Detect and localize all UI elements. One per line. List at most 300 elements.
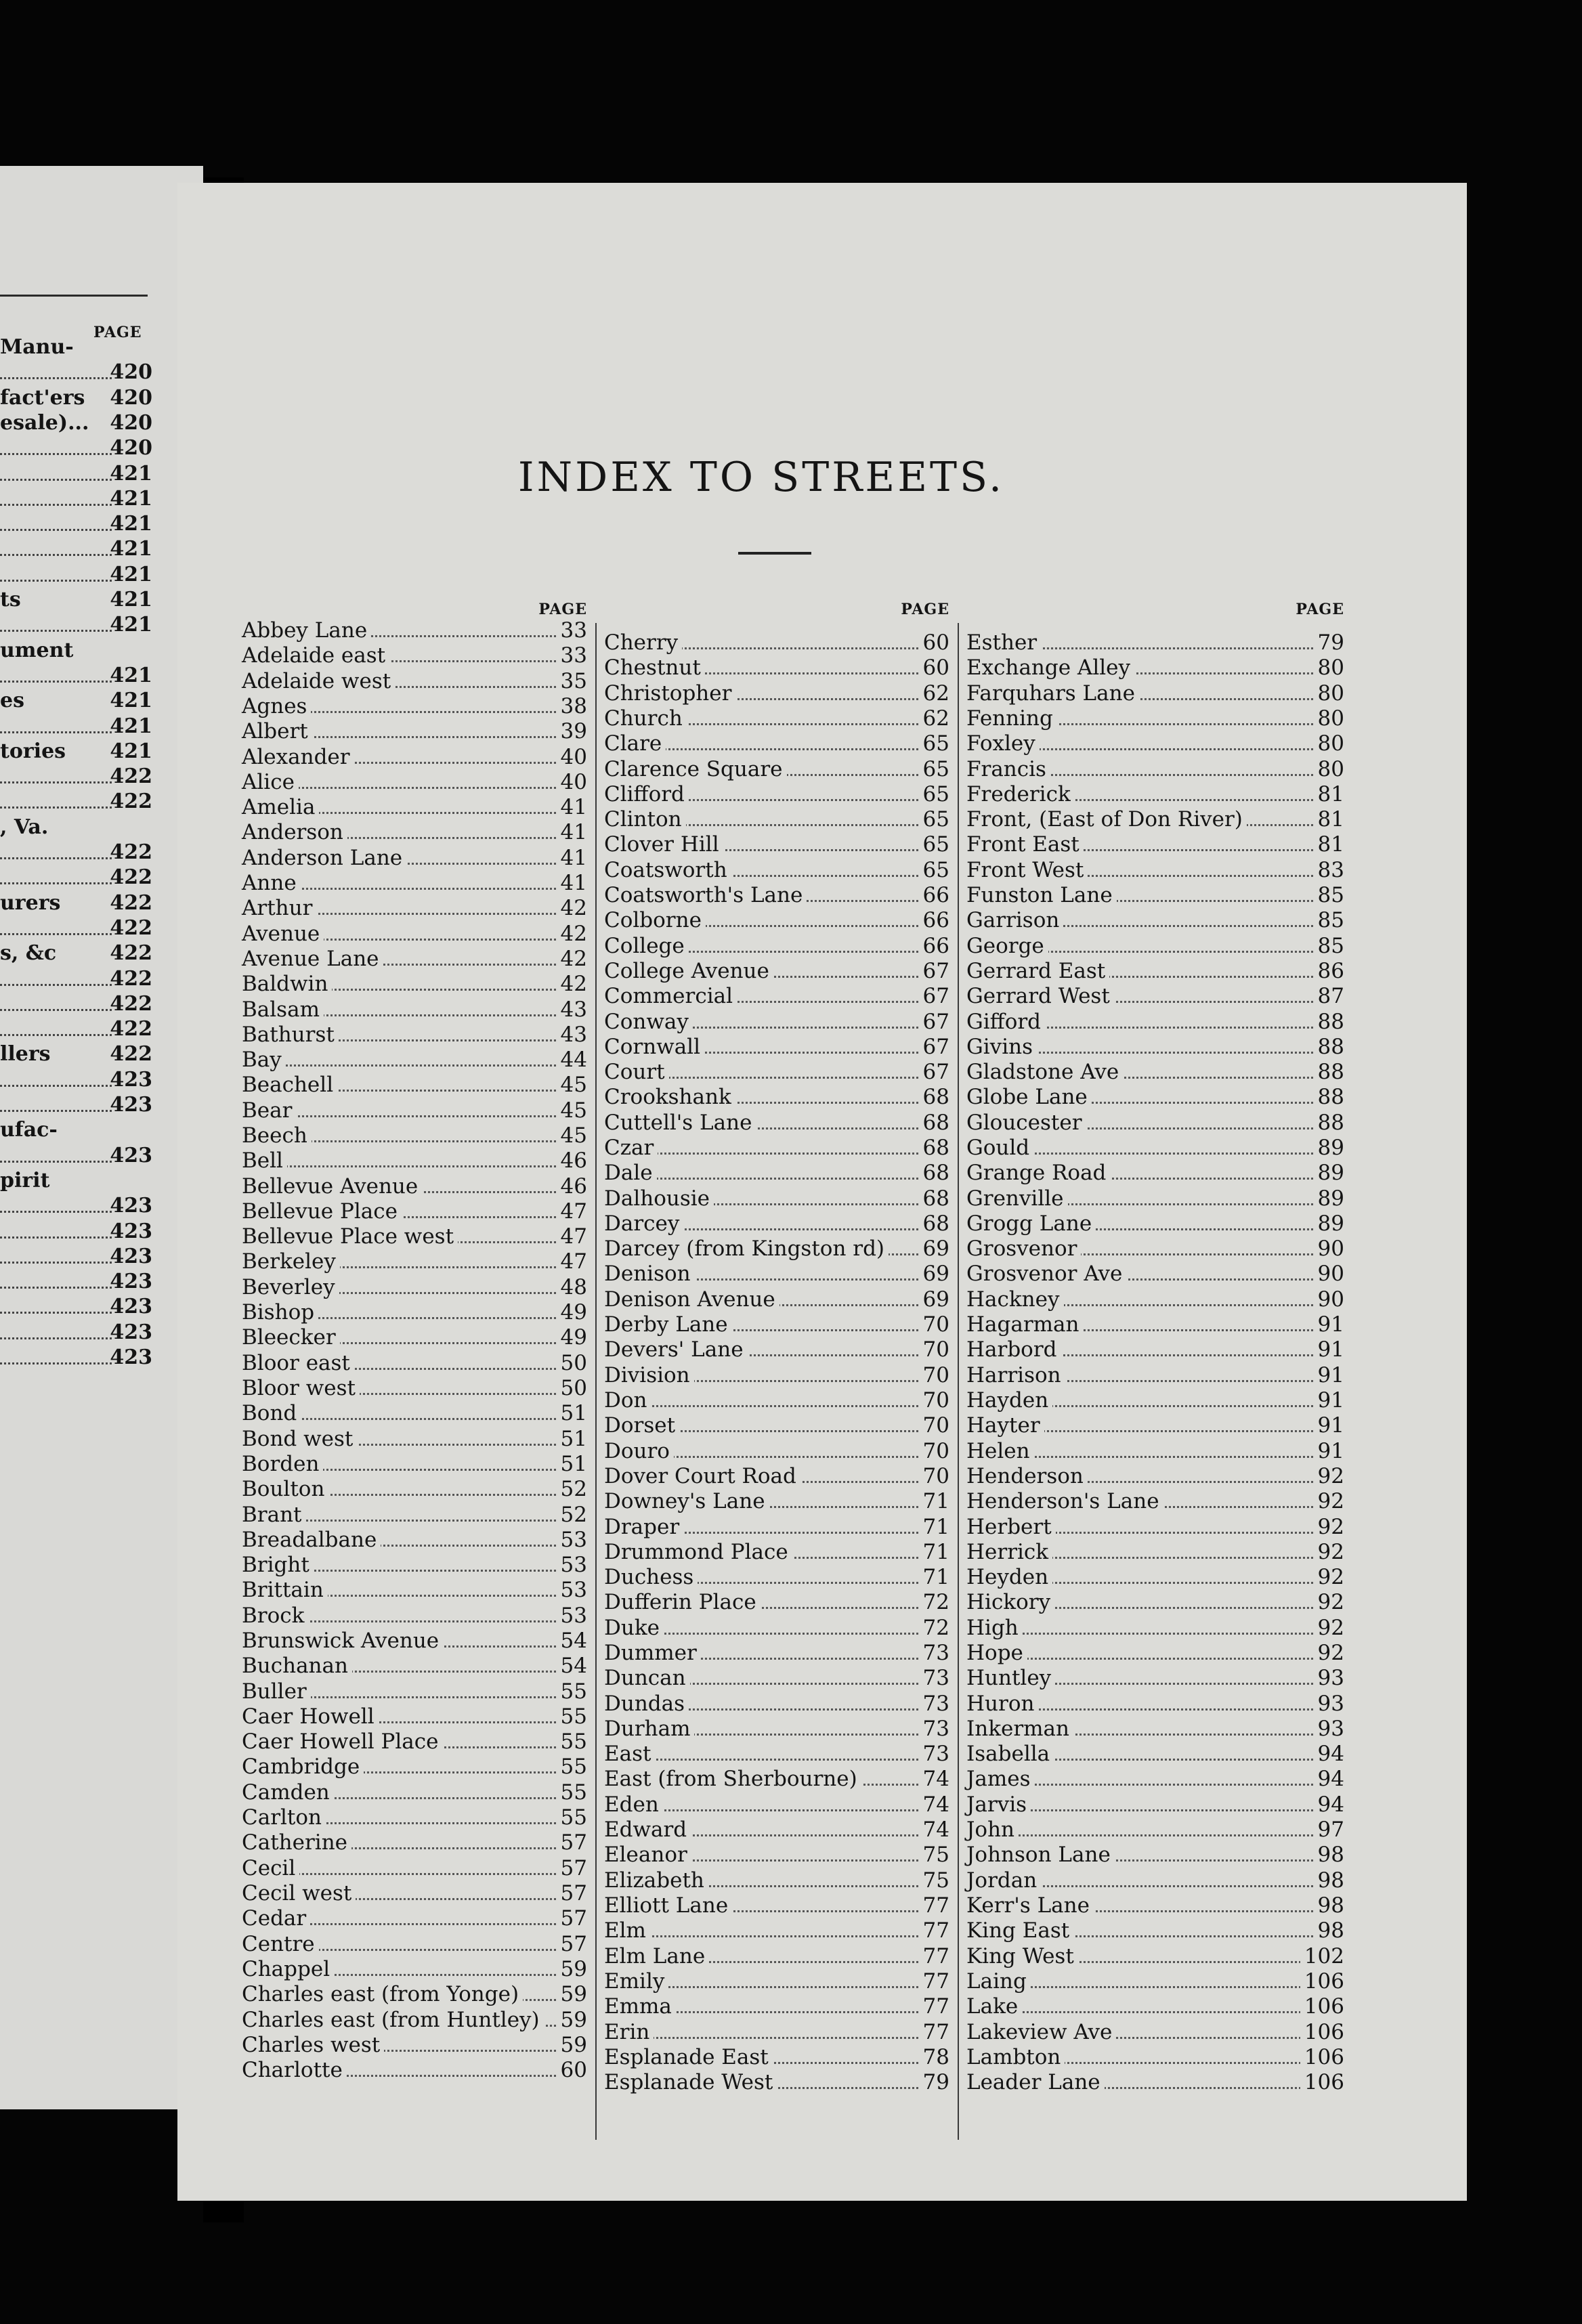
street-page-number: 33 — [557, 643, 587, 668]
street-page-number: 85 — [1314, 908, 1344, 932]
street-page-number: 91 — [1314, 1312, 1344, 1337]
street-name: Gould — [966, 1136, 1033, 1160]
street-name: Erin — [604, 2020, 654, 2044]
street-page-number: 59 — [557, 1957, 587, 1981]
street-index-entry — [242, 922, 587, 947]
street-index-entry — [242, 1123, 587, 1148]
street-name: Beverley — [242, 1275, 339, 1299]
street-name: Esplanade East — [604, 2045, 773, 2069]
street-index-entry — [966, 655, 1344, 681]
street-index-entry — [604, 1515, 949, 1540]
street-page-number: 98 — [1314, 1843, 1344, 1867]
left-entry-page: 420 — [110, 411, 152, 435]
street-page-number: 72 — [919, 1590, 949, 1614]
street-page-number: 70 — [919, 1413, 949, 1438]
left-page-entry — [0, 1017, 152, 1041]
page-title: INDEX TO STREETS. — [517, 454, 1005, 501]
street-index-entry — [966, 630, 1344, 655]
street-page-number: 65 — [919, 832, 949, 857]
street-index-entry — [604, 1464, 949, 1489]
leader-dots — [973, 2011, 1317, 2013]
street-index-entry — [242, 1780, 587, 1805]
street-index-entry — [242, 1098, 587, 1123]
street-index-entry — [966, 1413, 1344, 1438]
street-page-number: 91 — [1314, 1388, 1344, 1413]
left-entry-page: 423 — [110, 1194, 152, 1218]
street-name: King East — [966, 1918, 1073, 1943]
street-index-entry — [242, 2033, 587, 2058]
street-index-entry — [966, 934, 1344, 959]
street-name: King West — [966, 1944, 1078, 1968]
street-name: Alexander — [242, 745, 354, 769]
street-page-number: 47 — [557, 1199, 587, 1224]
street-name: Bay — [242, 1048, 286, 1072]
street-index-entry — [242, 1729, 587, 1755]
street-name: Bell — [242, 1148, 287, 1173]
street-index-entry — [966, 1515, 1344, 1540]
street-page-number: 67 — [919, 1035, 949, 1059]
street-page-number: 57 — [557, 1881, 587, 1906]
street-index-entry — [966, 1363, 1344, 1388]
street-name: Czar — [604, 1136, 658, 1160]
street-name: Givins — [966, 1035, 1037, 1059]
left-page-entry — [0, 865, 152, 890]
street-page-number: 98 — [1314, 1868, 1344, 1893]
street-index-entry — [604, 1692, 949, 1717]
street-index-entry — [604, 2045, 949, 2070]
street-name: College Avenue — [604, 959, 773, 983]
street-index-entry — [242, 1604, 587, 1629]
street-index-entry — [242, 1351, 587, 1376]
street-index-entry — [966, 1489, 1344, 1514]
street-page-number: 93 — [1314, 1692, 1344, 1716]
street-index-entry — [242, 820, 587, 845]
street-index-entry — [242, 2008, 587, 2033]
street-index-entry — [966, 1944, 1344, 1969]
leader-dots — [611, 2037, 922, 2039]
street-name: Henderson — [966, 1464, 1088, 1488]
street-name: George — [966, 934, 1048, 958]
street-index-entry — [966, 1085, 1344, 1110]
street-page-number: 60 — [557, 2058, 587, 2082]
street-page-number: 89 — [1314, 1161, 1344, 1185]
leader-dots — [0, 806, 112, 809]
street-page-number: 49 — [557, 1300, 587, 1325]
street-index-entry — [966, 908, 1344, 933]
street-index-entry — [604, 1666, 949, 1691]
street-index-entry — [604, 984, 949, 1009]
street-index-entry — [242, 1856, 587, 1881]
left-page-entry — [0, 916, 152, 941]
street-page-number: 92 — [1314, 1641, 1344, 1665]
street-page-number: 88 — [1314, 1085, 1344, 1109]
left-entry-page: 422 — [110, 992, 152, 1016]
street-page-number: 85 — [1314, 883, 1344, 907]
left-entry-page: 421 — [110, 714, 152, 738]
street-index-entry — [242, 947, 587, 972]
street-page-number: 43 — [557, 997, 587, 1022]
street-index-entry — [242, 1528, 587, 1553]
street-page-number: 57 — [557, 1856, 587, 1880]
leader-dots — [0, 933, 112, 935]
left-entry-text: Manu- — [0, 335, 74, 359]
street-page-number: 50 — [557, 1351, 587, 1375]
street-page-number: 81 — [1314, 832, 1344, 857]
street-index-entry — [242, 1503, 587, 1528]
street-name: Gladstone Ave — [966, 1060, 1123, 1084]
street-name: Carlton — [242, 1805, 326, 1830]
street-name: Dalhousie — [604, 1186, 714, 1211]
street-index-entry — [242, 871, 587, 896]
street-page-number: 80 — [1314, 681, 1344, 706]
left-page-entry — [0, 1194, 152, 1218]
left-entry-text: fact'ers — [0, 386, 85, 410]
left-page-entry — [0, 1169, 152, 1193]
street-index-entry — [966, 1868, 1344, 1893]
street-name: Front, (East of Don River) — [966, 807, 1247, 832]
left-page-entry — [0, 992, 152, 1016]
left-entry-text: esale)... — [0, 411, 89, 435]
street-page-number: 42 — [557, 947, 587, 971]
leader-dots — [0, 1161, 112, 1163]
street-name: Douro — [604, 1439, 674, 1463]
street-page-number: 65 — [919, 731, 949, 756]
street-index-entry — [604, 934, 949, 959]
street-page-number: 90 — [1314, 1262, 1344, 1286]
street-page-number: 70 — [919, 1439, 949, 1463]
street-name: Dundas — [604, 1692, 689, 1716]
street-page-number: 54 — [557, 1629, 587, 1653]
street-index-entry — [604, 2070, 949, 2095]
street-index-entry — [242, 1452, 587, 1477]
street-name: Clare — [604, 731, 666, 756]
street-page-number: 48 — [557, 1275, 587, 1299]
street-name: Chappel — [242, 1957, 334, 1981]
street-name: Gloucester — [966, 1111, 1086, 1135]
street-index-entry — [604, 1035, 949, 1060]
street-name: Grange Road — [966, 1161, 1110, 1185]
street-index-entry — [604, 1817, 949, 1843]
street-name: Grosvenor — [966, 1236, 1081, 1261]
left-page-entry — [0, 411, 152, 435]
street-name: Foxley — [966, 731, 1040, 756]
street-index-entry — [966, 1287, 1344, 1312]
street-page-number: 51 — [557, 1452, 587, 1476]
street-name: Cecil west — [242, 1881, 356, 1906]
street-page-number: 77 — [919, 1994, 949, 2019]
street-page-number: 98 — [1314, 1893, 1344, 1918]
street-index-entry — [966, 1843, 1344, 1868]
street-name: Abbey Lane — [242, 618, 371, 643]
street-index-entry — [966, 1211, 1344, 1236]
street-name: Bloor west — [242, 1376, 360, 1400]
left-entry-page: 420 — [110, 360, 152, 384]
street-index-entry — [242, 1199, 587, 1224]
street-page-number: 94 — [1314, 1792, 1344, 1817]
street-page-number: 57 — [557, 1906, 587, 1931]
street-page-number: 59 — [557, 2008, 587, 2032]
left-entry-page: 420 — [110, 436, 152, 460]
street-page-number: 70 — [919, 1312, 949, 1337]
street-name: Bathurst — [242, 1023, 339, 1047]
street-index-entry — [604, 1010, 949, 1035]
street-name: East — [604, 1742, 655, 1766]
street-page-number: 75 — [919, 1868, 949, 1893]
street-page-number: 68 — [919, 1085, 949, 1109]
street-name: Bright — [242, 1553, 314, 1577]
leader-dots — [0, 857, 112, 859]
street-index-entry — [966, 782, 1344, 807]
left-entry-page: 423 — [110, 1093, 152, 1117]
street-page-number: 51 — [557, 1401, 587, 1425]
street-index-entry — [242, 846, 587, 871]
street-page-number: 69 — [919, 1287, 949, 1312]
street-page-number: 42 — [557, 972, 587, 996]
left-page-entry — [0, 941, 152, 966]
street-name: Cedar — [242, 1906, 310, 1931]
street-name: Clifford — [604, 782, 689, 806]
street-name: Brock — [242, 1604, 308, 1628]
street-name: Emily — [604, 1969, 668, 1994]
street-page-number: 75 — [919, 1843, 949, 1867]
street-index-entry — [966, 757, 1344, 782]
left-entry-text: s, &c — [0, 941, 57, 965]
street-name: Drummond Place — [604, 1540, 792, 1564]
street-name: Agnes — [242, 694, 311, 718]
left-page-entry — [0, 1220, 152, 1244]
left-page-entry — [0, 613, 152, 637]
street-page-number: 86 — [1314, 959, 1344, 983]
street-page-number: 55 — [557, 1679, 587, 1704]
street-page-number: 71 — [919, 1489, 949, 1513]
street-index-entry — [604, 706, 949, 731]
street-page-number: 77 — [919, 2020, 949, 2044]
left-page-entry — [0, 639, 152, 663]
left-page-entry — [0, 967, 152, 991]
street-page-number: 49 — [557, 1325, 587, 1350]
street-name: Buller — [242, 1679, 311, 1704]
street-name: Hope — [966, 1641, 1027, 1665]
street-page-number: 79 — [919, 2070, 949, 2094]
street-page-number: 92 — [1314, 1565, 1344, 1589]
street-index-entry — [604, 1843, 949, 1868]
street-page-number: 70 — [919, 1363, 949, 1387]
leader-dots — [0, 1009, 112, 1011]
street-name: Beachell — [242, 1073, 337, 1097]
street-page-number: 80 — [1314, 731, 1344, 756]
street-name: Dufferin Place — [604, 1590, 761, 1614]
street-index-entry — [604, 1489, 949, 1514]
street-name: Charlotte — [242, 2058, 347, 2082]
street-name: Don — [604, 1388, 651, 1413]
left-page-entry — [0, 689, 152, 713]
leader-dots — [0, 1312, 112, 1314]
street-page-number: 73 — [919, 1742, 949, 1766]
street-name: Coatsworth's Lane — [604, 883, 807, 907]
street-page-number: 65 — [919, 807, 949, 832]
street-page-number: 53 — [557, 1528, 587, 1552]
street-page-number: 106 — [1300, 1969, 1344, 1994]
street-page-number: 41 — [557, 871, 587, 895]
left-entry-text: urers — [0, 891, 61, 915]
left-entry-page: 422 — [110, 941, 152, 965]
street-page-number: 35 — [557, 669, 587, 693]
leader-dots — [0, 731, 112, 733]
street-page-number: 55 — [557, 1780, 587, 1805]
street-index-entry — [604, 1944, 949, 1969]
street-index-entry — [242, 694, 587, 719]
street-name: Lake — [966, 1994, 1022, 2019]
street-name: Colborne — [604, 908, 706, 932]
street-name: Bellevue Avenue — [242, 1174, 422, 1199]
leader-dots — [0, 1110, 112, 1112]
street-page-number: 53 — [557, 1604, 587, 1628]
street-page-number: 92 — [1314, 1540, 1344, 1564]
left-entry-text: ts — [0, 588, 21, 611]
street-index-entry — [242, 1401, 587, 1426]
street-index-entry — [242, 795, 587, 820]
street-name: Duke — [604, 1616, 664, 1640]
leader-dots — [0, 1211, 112, 1213]
left-entry-page: 423 — [110, 1144, 152, 1167]
street-page-number: 79 — [1314, 630, 1344, 655]
street-index-entry — [604, 1111, 949, 1136]
street-page-number: 68 — [919, 1161, 949, 1185]
street-index-entry — [604, 1161, 949, 1186]
left-entry-page: 422 — [110, 790, 152, 813]
street-name: Arthur — [242, 896, 316, 920]
street-page-number: 69 — [919, 1236, 949, 1261]
street-name: Helen — [966, 1439, 1034, 1463]
street-name: Cuttell's Lane — [604, 1111, 756, 1135]
street-name: Hayden — [966, 1388, 1052, 1413]
left-entry-page: 421 — [110, 537, 152, 561]
street-index-entry — [966, 832, 1344, 857]
street-index-entry — [966, 1918, 1344, 1943]
street-page-number: 66 — [919, 934, 949, 958]
street-index-entry — [604, 1540, 949, 1565]
street-name: Centre — [242, 1932, 319, 1956]
street-name: Anne — [242, 871, 301, 895]
street-index-entry — [604, 1717, 949, 1742]
street-index-entry — [604, 1211, 949, 1236]
street-page-number: 90 — [1314, 1287, 1344, 1312]
street-name: Eden — [604, 1792, 663, 1817]
street-name: Anderson — [242, 820, 347, 844]
street-index-entry — [604, 731, 949, 756]
street-page-number: 41 — [557, 795, 587, 819]
street-page-number: 97 — [1314, 1817, 1344, 1842]
street-index-entry — [604, 883, 949, 908]
left-entry-text: ument — [0, 639, 74, 662]
street-index-entry — [242, 1325, 587, 1350]
street-index-entry — [966, 1388, 1344, 1413]
street-index-entry — [966, 681, 1344, 706]
street-page-number: 89 — [1314, 1211, 1344, 1236]
street-page-number: 74 — [919, 1817, 949, 1842]
street-index-entry — [242, 1023, 587, 1048]
street-page-number: 106 — [1300, 2020, 1344, 2044]
street-page-number: 55 — [557, 1755, 587, 1779]
street-index-entry — [604, 1767, 949, 1792]
street-index-entry — [966, 1994, 1344, 2019]
street-index-entry — [966, 959, 1344, 984]
street-index-entry — [604, 630, 949, 655]
leader-dots — [611, 1178, 922, 1180]
street-index-entry — [966, 1893, 1344, 1918]
street-name: Edward — [604, 1817, 691, 1842]
street-name: Emma — [604, 1994, 676, 2019]
left-page-rule — [0, 295, 148, 297]
left-page-entry — [0, 563, 152, 587]
street-index-entry — [242, 1553, 587, 1578]
street-name: Borden — [242, 1452, 323, 1476]
street-index-entry — [242, 1755, 587, 1780]
street-name: Fenning — [966, 706, 1057, 731]
street-page-number: 80 — [1314, 757, 1344, 781]
street-page-number: 106 — [1300, 2045, 1344, 2069]
street-name: Clinton — [604, 807, 686, 832]
street-name: Grosvenor Ave — [966, 1262, 1126, 1286]
street-index-entry — [604, 1337, 949, 1362]
street-index-entry — [242, 618, 587, 643]
street-page-number: 77 — [919, 1893, 949, 1918]
street-index-entry — [604, 1994, 949, 2019]
street-page-number: 59 — [557, 1982, 587, 2006]
street-index-entry — [604, 1287, 949, 1312]
leader-dots — [0, 1287, 112, 1289]
street-page-number: 62 — [919, 706, 949, 731]
street-name: Commercial — [604, 984, 737, 1008]
street-name: Duncan — [604, 1666, 690, 1690]
street-name: Bear — [242, 1098, 296, 1123]
street-name: Coatsworth — [604, 858, 731, 882]
street-page-number: 57 — [557, 1932, 587, 1956]
street-page-number: 42 — [557, 896, 587, 920]
street-index-entry — [966, 706, 1344, 731]
street-index-entry — [242, 643, 587, 668]
street-page-number: 68 — [919, 1136, 949, 1160]
street-index-entry — [604, 807, 949, 832]
left-entry-page: 421 — [110, 588, 152, 611]
street-page-number: 78 — [919, 2045, 949, 2069]
column-1-page-header: PAGE — [538, 601, 587, 618]
street-name: Farquhars Lane — [966, 681, 1139, 706]
street-name: Brunswick Avenue — [242, 1629, 443, 1653]
street-index-entry — [604, 1641, 949, 1666]
street-page-number: 45 — [557, 1098, 587, 1123]
left-entry-page: 421 — [110, 487, 152, 511]
street-page-number: 91 — [1314, 1363, 1344, 1387]
left-page-entry — [0, 537, 152, 561]
left-page-entry — [0, 1295, 152, 1319]
street-index-entry — [966, 1717, 1344, 1742]
leader-dots — [611, 1935, 922, 1937]
street-name: Cecil — [242, 1856, 299, 1880]
street-index-entry — [242, 1578, 587, 1603]
street-index-entry — [242, 1148, 587, 1174]
leader-dots — [0, 1262, 112, 1264]
street-name: Elm Lane — [604, 1944, 709, 1968]
street-page-number: 88 — [1314, 1035, 1344, 1059]
street-name: High — [966, 1616, 1023, 1640]
street-index-entry — [242, 770, 587, 795]
street-page-number: 52 — [557, 1477, 587, 1501]
street-page-number: 46 — [557, 1148, 587, 1173]
left-page-entry — [0, 714, 152, 739]
street-page-number: 77 — [919, 1969, 949, 1994]
leader-dots — [0, 630, 112, 632]
